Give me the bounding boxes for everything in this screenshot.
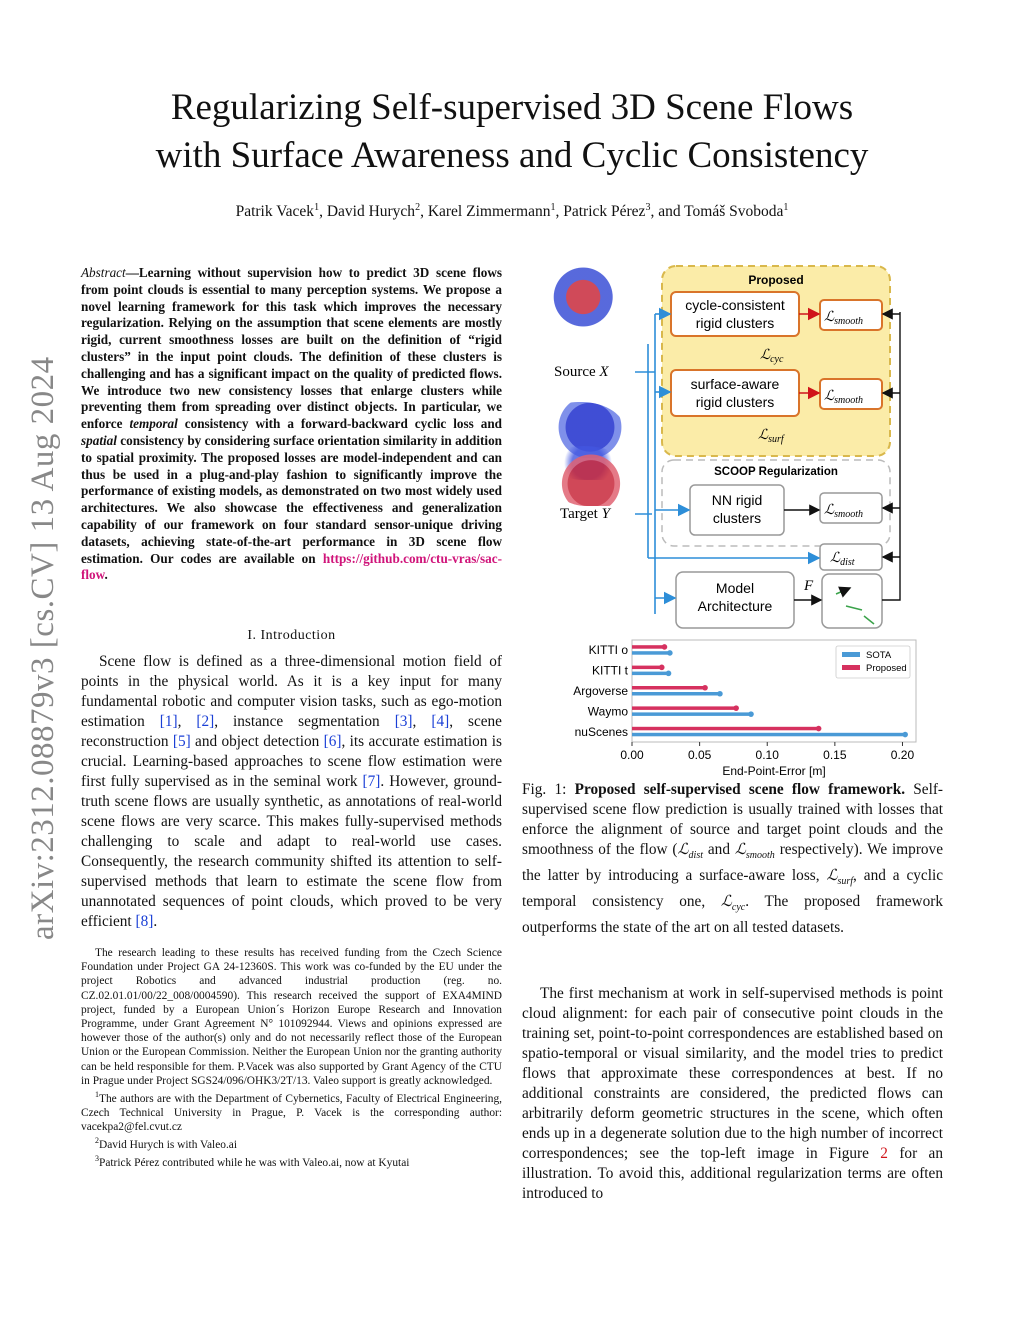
- dist-loss: ℒ$_{dist}$: [830, 551, 855, 568]
- bar-end-proposed: [702, 685, 708, 691]
- bar-end-proposed: [733, 705, 739, 711]
- author-name: Patrik Vacek: [235, 203, 315, 221]
- figure-reference-link[interactable]: 2: [880, 1145, 888, 1162]
- intro-text: and object detection: [190, 733, 324, 750]
- caption-label: Fig. 1:: [522, 781, 575, 798]
- x-tick-label: 0.00: [620, 748, 644, 762]
- framework-diagram: [540, 262, 950, 642]
- footnote-text: David Hurych is with Valeo.ai: [99, 1139, 238, 1152]
- legend-swatch: [842, 665, 860, 670]
- caption-text: respectively). We improve the latter by introducing a surface-aware loss,: [522, 841, 943, 885]
- intro-text: ,: [177, 713, 197, 730]
- bar-sota: [632, 672, 669, 676]
- bar-end-proposed: [816, 726, 822, 732]
- bar-proposed: [632, 666, 662, 670]
- author-name: Karel Zimmermann: [427, 203, 551, 221]
- footnote-text: Patrick Pérez contributed while he was with Valeo.ai, now at Kyutai: [99, 1157, 410, 1170]
- bar-end-sota: [902, 732, 908, 738]
- caption-text: Self-supervised scene flow prediction is usually trained with losses that enforce the alignment of source and target point clouds and the smoothness of the flow (: [522, 781, 944, 858]
- abstract-emphasis: temporal: [129, 416, 178, 432]
- citation-link[interactable]: [5]: [172, 733, 191, 750]
- abstract-text: .: [104, 567, 108, 583]
- footnote-text: The authors are with the Department of Cybernetics, Faculty of Electrical Engineering, Czech Technical University in Prague, P. Vacek is the corresponding author: vacekpa2@fel.cvut.cz: [81, 1092, 502, 1134]
- bar-sota: [632, 733, 905, 737]
- bar-end-sota: [666, 671, 672, 677]
- author-affiliation: 1: [314, 202, 320, 213]
- citation-link[interactable]: [7]: [362, 773, 381, 790]
- y-tick-label: KITTI o: [588, 643, 628, 658]
- citation-link[interactable]: [8]: [135, 913, 154, 930]
- chart-svg: [520, 632, 940, 782]
- paper-title: [80, 84, 944, 180]
- target-label: Target Y: [560, 506, 610, 522]
- intro-text: . However, ground-truth scene flows are usually synthetic, as annotations of real-world scene flows are very scarce. This makes fully-supervised methods challenging to scale and adapt to real-world use cases. Consequently, the research community shifted its attention to self-supervised methods that learn to estimate the scene flow from unannotated sequences of point clouds, which proved to be very efficient: [81, 773, 502, 930]
- nn-box-line-1: NN rigid: [711, 492, 763, 508]
- abstract-text: consistency with a forward-backward cyclic loss and: [177, 416, 502, 432]
- author-affiliation: 1: [783, 202, 789, 213]
- intro-text: ,: [412, 713, 432, 730]
- bar-sota: [632, 651, 670, 655]
- cyc-loss: ℒ$_{cyc}$: [760, 348, 784, 365]
- bar-end-sota: [717, 691, 723, 697]
- citation-link[interactable]: [1]: [159, 713, 178, 730]
- right-column-text: [522, 984, 943, 1204]
- bar-end-proposed: [659, 665, 665, 671]
- arxiv-identifier: arXiv:2312.08879v3 [cs.CV] 13 Aug 2024: [25, 356, 61, 940]
- y-tick-label: KITTI t: [592, 663, 628, 678]
- figure-caption: [522, 780, 943, 938]
- flow-label: F: [804, 578, 814, 594]
- proposed-title: Proposed: [748, 273, 804, 287]
- y-tick-label: nuScenes: [574, 724, 628, 739]
- dist-loss-symbol: ℒ$_{dist}$: [677, 841, 703, 862]
- cycle-box-line-1: cycle-consistent: [685, 297, 785, 313]
- epe-bar-chart: [520, 632, 940, 782]
- abstract-text: consistency by considering surface orientation similarity in addition to spatial proximity. The proposed losses are model-independent and can thus be used in a plug-and-play fashion to significantly improve the performance of existing models, as demonstrated on two most widely used architectures. We also showcase the effectiveness and generalization capability of our framework on four standard sensor-unique driving datasets, achieving state-of-the-art performance in 3D scene flow estimation. Our codes are available on: [81, 432, 502, 566]
- surface-box-line-1: surface-aware: [690, 376, 780, 392]
- author-affiliation: 1: [550, 202, 556, 213]
- citation-link[interactable]: [3]: [394, 713, 413, 730]
- intro-text: , instance segmentation: [214, 713, 395, 730]
- x-tick-label: 0.20: [890, 748, 915, 762]
- intro-text: , scene reconstruction: [81, 713, 502, 750]
- abstract: [81, 265, 502, 584]
- funding-footnote: [81, 946, 502, 1170]
- caption-text: and: [703, 841, 735, 858]
- caption-text: , and a cyclic temporal consistency one,: [522, 867, 943, 911]
- footnote-mark: 2: [95, 1136, 99, 1146]
- abstract-emphasis: spatial: [81, 432, 117, 448]
- footnote-mark: 1: [95, 1090, 99, 1100]
- smooth-loss-3: ℒ$_{smooth}$: [824, 503, 863, 520]
- x-tick-label: 0.05: [687, 748, 712, 762]
- bar-end-sota: [748, 711, 754, 717]
- citation-link[interactable]: [2]: [196, 713, 215, 730]
- diagram-svg: [540, 262, 950, 642]
- cycle-box-line-2: rigid clusters: [695, 315, 775, 331]
- code-link[interactable]: https://github.com/ctu-vras/sac-flow: [81, 550, 502, 583]
- abstract-lead: Abstract: [81, 265, 126, 280]
- bar-sota: [632, 692, 720, 696]
- bar-proposed: [632, 645, 664, 649]
- flow-thumbnail-box: [822, 574, 882, 628]
- bar-sota: [632, 712, 751, 716]
- author-name: Tomáš Svoboda: [684, 203, 784, 221]
- author-name: Patrick Pérez: [563, 203, 646, 221]
- surf-loss: ℒ$_{surf}$: [758, 428, 784, 445]
- legend-label: Proposed: [866, 663, 907, 674]
- x-tick-label: 0.10: [755, 748, 779, 762]
- cyc-loss-symbol: ℒ$_{cyc}$: [720, 893, 746, 914]
- legend-label: SOTA: [866, 650, 892, 661]
- surf-loss-symbol: ℒ$_{surf}$: [826, 867, 854, 888]
- abstract-text: —Learning without supervision how to predict 3D scene flows from point clouds is essential to many perception systems. We propose a novel learning framework for this task which improves the necessary regularization. Relying on the assumption that scene elements are mostly rigid, current smoothness losses are built on the definition of “rigid clusters” in the input point clouds. The definition of these clusters is challenging and has a significant impact on the quality of predicted flows. We introduce two new consistency losses that enlarge clusters while preventing them from spreading over distinct objects. In particular, we enforce: [81, 265, 502, 432]
- bar-proposed: [632, 686, 705, 690]
- author-name: David Hurych: [326, 203, 416, 221]
- x-axis-label: End-Point-Error [m]: [722, 764, 826, 778]
- smooth-loss-symbol: ℒ$_{smooth}$: [734, 841, 775, 862]
- funding-text: The research leading to these results has received funding from the Czech Science Foundation under Project GA 24-12360S. This work was co-funded by the EU under the project Robotics and advanced industrial production (reg. no. CZ.02.01.01/00/22_008/0004590). This research received the support of EXA4MIND project, funded by a European Union´s Horizon Europe Research and Innovation Programme, under Grant Agreement N° 101092944. Views and opinions expressed are however those of the author(s) only and do not necessarily reflect those of the European Union or the European Commission. Neither the European Union nor the granting authority can be held responsible for them. P.Vacek was also supported by Grant Agency of the CTU in Prague under Project SGS24/096/OHK3/2T/13. Valeo support is greatly acknowledged.: [81, 947, 502, 1087]
- body-text: for an illustration. To avoid this, additional regularization terms are often introduced to: [522, 1145, 943, 1202]
- intro-text: Scene flow is defined as a three-dimensional motion field of points in the physical world. As it is a key input for many fundamental robotic and computer vision tasks, such as ego-motion estimation: [81, 653, 502, 730]
- model-box-line-2: Architecture: [697, 598, 773, 614]
- caption-text: . The proposed framework outperforms the state of the art on all tested datasets.: [522, 893, 943, 937]
- bar-proposed: [632, 706, 736, 710]
- introduction-text: [81, 652, 502, 932]
- title-line-1: Regularizing Self-supervised 3D Scene Flows: [170, 87, 854, 128]
- nn-box-line-2: clusters: [712, 510, 762, 526]
- y-tick-label: Waymo: [587, 704, 628, 719]
- bar-end-proposed: [662, 644, 668, 650]
- footnote-mark: 3: [95, 1154, 99, 1164]
- author-list: Patrik Vacek$^1$, David Hurych$^2$, Karel Zimmermann$^1$, Patrick Pérez$^3$, and Tomáš Svoboda$^1$: [235, 202, 789, 221]
- surface-box-line-2: rigid clusters: [695, 394, 775, 410]
- intro-text: , its accurate estimation is crucial. Learning-based approaches to scene flow estimation were first fully supervised as in the seminal work: [81, 733, 503, 790]
- smooth-loss-2: ℒ$_{smooth}$: [824, 389, 863, 406]
- model-box-line-1: Model: [715, 580, 755, 596]
- author-affiliation: 3: [645, 202, 651, 213]
- caption-title: Proposed self-supervised scene flow framework.: [574, 781, 906, 798]
- citation-link[interactable]: [6]: [323, 733, 342, 750]
- y-tick-label: Argoverse: [573, 684, 628, 698]
- author-affiliation: 2: [415, 202, 421, 213]
- source-label: Source X: [554, 364, 609, 380]
- smooth-loss-1: ℒ$_{smooth}$: [824, 310, 863, 327]
- citation-link[interactable]: [4]: [431, 713, 450, 730]
- section-heading: I. Introduction: [247, 628, 336, 643]
- bar-proposed: [632, 727, 819, 731]
- scoop-title: SCOOP Regularization: [714, 466, 838, 478]
- title-line-2: with Surface Awareness and Cyclic Consistency: [155, 135, 869, 176]
- bar-end-sota: [667, 650, 673, 656]
- x-tick-label: 0.15: [823, 748, 847, 762]
- legend-swatch: [842, 652, 860, 657]
- intro-text: .: [153, 913, 158, 930]
- body-text: The first mechanism at work in self-supervised methods is point cloud alignment: for each pair of consecutive point clouds in the training set, point-to-point correspondences are established based on spatio-temporal or visual similarity, and the model tries to predict flows that approximate these correspondences at best. If no additional constraints are considered, the predicted flows can arbitrarily deform geometric structures in the scene, which often ends up in a degenerate solution due to the high number of incorrect correspondences; see the top-left image in Figure: [522, 985, 943, 1162]
